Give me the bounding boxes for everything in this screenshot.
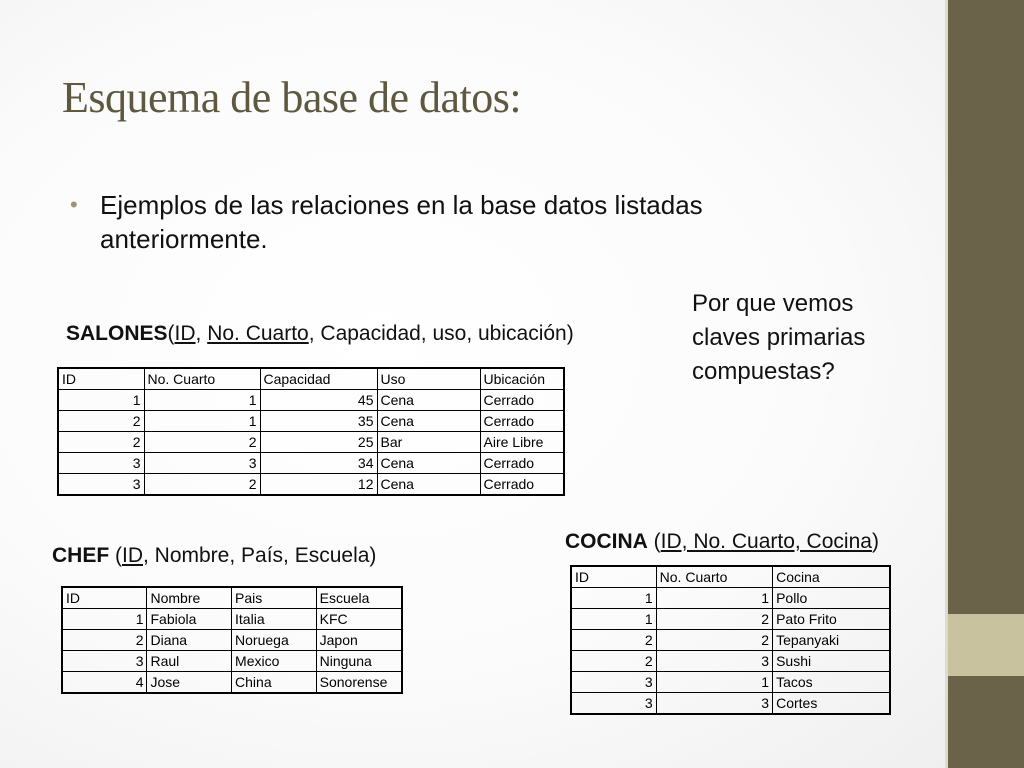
column-header: ID <box>62 587 147 609</box>
table-cell: Mexico <box>232 651 317 672</box>
table-cell: Aire Libre <box>480 432 564 453</box>
table-row <box>571 651 890 672</box>
table-header-row <box>571 566 890 588</box>
table-cell: Raul <box>147 651 232 672</box>
salones-schema-key-id: ID <box>174 322 196 345</box>
table-cell: Cena <box>377 390 480 411</box>
column-header: ID <box>571 566 656 588</box>
bullet-dot-icon: • <box>70 192 78 217</box>
table-row <box>571 693 890 715</box>
table-cell: 4 <box>62 672 147 694</box>
table-header-row <box>58 368 564 390</box>
column-header: Nombre <box>147 587 232 609</box>
salones-schema <box>66 322 574 346</box>
table-row <box>58 411 564 432</box>
salones-table <box>57 367 565 496</box>
table-cell: 3 <box>58 453 144 474</box>
table-cell: Fabiola <box>147 609 232 630</box>
table-cell: 3 <box>571 693 656 715</box>
table-cell: 12 <box>260 474 377 496</box>
table-cell: Italia <box>232 609 317 630</box>
table-row <box>58 390 564 411</box>
table-cell: Cerrado <box>480 411 564 432</box>
salones-schema-sep: , <box>195 322 208 345</box>
column-header: No. Cuarto <box>656 566 772 588</box>
table-cell: 3 <box>656 693 772 715</box>
table-cell: Cena <box>377 411 480 432</box>
table-row <box>571 609 890 630</box>
table-cell: Pato Frito <box>773 609 890 630</box>
cocina-schema-open: ( <box>647 530 661 553</box>
column-header: Escuela <box>316 587 402 609</box>
table-cell: 3 <box>144 453 260 474</box>
salones-schema-open: ( <box>167 322 175 345</box>
column-header: Uso <box>377 368 480 390</box>
slide-title: Esquema de base de datos: <box>62 73 522 122</box>
table-cell: Japon <box>316 630 402 651</box>
table-row <box>62 609 402 630</box>
table-row <box>58 432 564 453</box>
table-cell: 1 <box>571 609 656 630</box>
cocina-table <box>570 565 891 715</box>
cocina-schema <box>565 530 879 554</box>
cocina-schema-keys: ID, No. Cuarto, Cocina <box>660 530 872 553</box>
column-header: Cocina <box>773 566 890 588</box>
column-header: No. Cuarto <box>144 368 260 390</box>
table-cell: 45 <box>260 390 377 411</box>
table-row <box>571 672 890 693</box>
table-cell: Bar <box>377 432 480 453</box>
cocina-schema-close: ) <box>871 530 879 553</box>
table-cell: Cerrado <box>480 390 564 411</box>
table-cell: 1 <box>571 588 656 609</box>
chef-schema-name: CHEF <box>52 544 110 567</box>
table-row <box>571 630 890 651</box>
table-cell: Sushi <box>773 651 890 672</box>
table-row <box>62 651 402 672</box>
table-cell: 3 <box>656 651 772 672</box>
table-cell: 1 <box>656 588 772 609</box>
table-cell: 34 <box>260 453 377 474</box>
column-header: ID <box>58 368 144 390</box>
table-cell: 1 <box>62 609 147 630</box>
table-row <box>58 453 564 474</box>
bullet-item <box>70 188 790 256</box>
table-cell: Cena <box>377 474 480 496</box>
table-cell: 1 <box>656 672 772 693</box>
salones-schema-rest: , Capacidad, uso, ubicación) <box>308 322 574 345</box>
table-cell: Noruega <box>232 630 317 651</box>
table-cell: 1 <box>144 390 260 411</box>
table-cell: Cortes <box>773 693 890 715</box>
table-cell: Cena <box>377 453 480 474</box>
table-cell: Diana <box>147 630 232 651</box>
table-cell: Cerrado <box>480 474 564 496</box>
chef-schema-rest: , Nombre, País, Escuela) <box>143 544 377 567</box>
table-cell: 2 <box>58 432 144 453</box>
table-cell: 25 <box>260 432 377 453</box>
table-cell: 2 <box>144 474 260 496</box>
table-cell: China <box>232 672 317 694</box>
table-cell: 2 <box>656 630 772 651</box>
table-row <box>571 588 890 609</box>
table-cell: Sonorense <box>316 672 402 694</box>
table-cell: 2 <box>656 609 772 630</box>
chef-schema-key-id: ID <box>122 544 143 567</box>
column-header: Ubicación <box>480 368 564 390</box>
chef-schema-open: ( <box>109 544 122 567</box>
table-header-row <box>62 587 402 609</box>
chef-table <box>61 586 403 694</box>
table-cell: Jose <box>147 672 232 694</box>
salones-schema-key-cuarto: No. Cuarto <box>207 322 309 345</box>
note-text: Por que vemos claves primarias compuestas? <box>692 290 866 385</box>
table-cell: 2 <box>144 432 260 453</box>
table-cell: 2 <box>62 630 147 651</box>
bullet-text: Ejemplos de las relaciones en la base datos listadas anteriormente. <box>100 190 703 254</box>
table-row <box>62 630 402 651</box>
table-row <box>62 672 402 694</box>
table-cell: Tacos <box>773 672 890 693</box>
column-header: Capacidad <box>260 368 377 390</box>
table-cell: KFC <box>316 609 402 630</box>
salones-schema-name: SALONES <box>66 322 168 345</box>
side-band-accent <box>948 614 1024 676</box>
table-cell: Pollo <box>773 588 890 609</box>
table-cell: 3 <box>571 672 656 693</box>
chef-schema <box>52 544 376 568</box>
table-cell: 2 <box>58 411 144 432</box>
table-cell: 1 <box>144 411 260 432</box>
table-cell: Ninguna <box>316 651 402 672</box>
table-cell: 2 <box>571 651 656 672</box>
table-row <box>58 474 564 496</box>
column-header: Pais <box>232 587 317 609</box>
table-cell: 3 <box>58 474 144 496</box>
table-cell: Tepanyaki <box>773 630 890 651</box>
table-cell: 1 <box>58 390 144 411</box>
table-cell: 2 <box>571 630 656 651</box>
cocina-schema-name: COCINA <box>565 530 648 553</box>
table-cell: 35 <box>260 411 377 432</box>
table-cell: Cerrado <box>480 453 564 474</box>
table-cell: 3 <box>62 651 147 672</box>
